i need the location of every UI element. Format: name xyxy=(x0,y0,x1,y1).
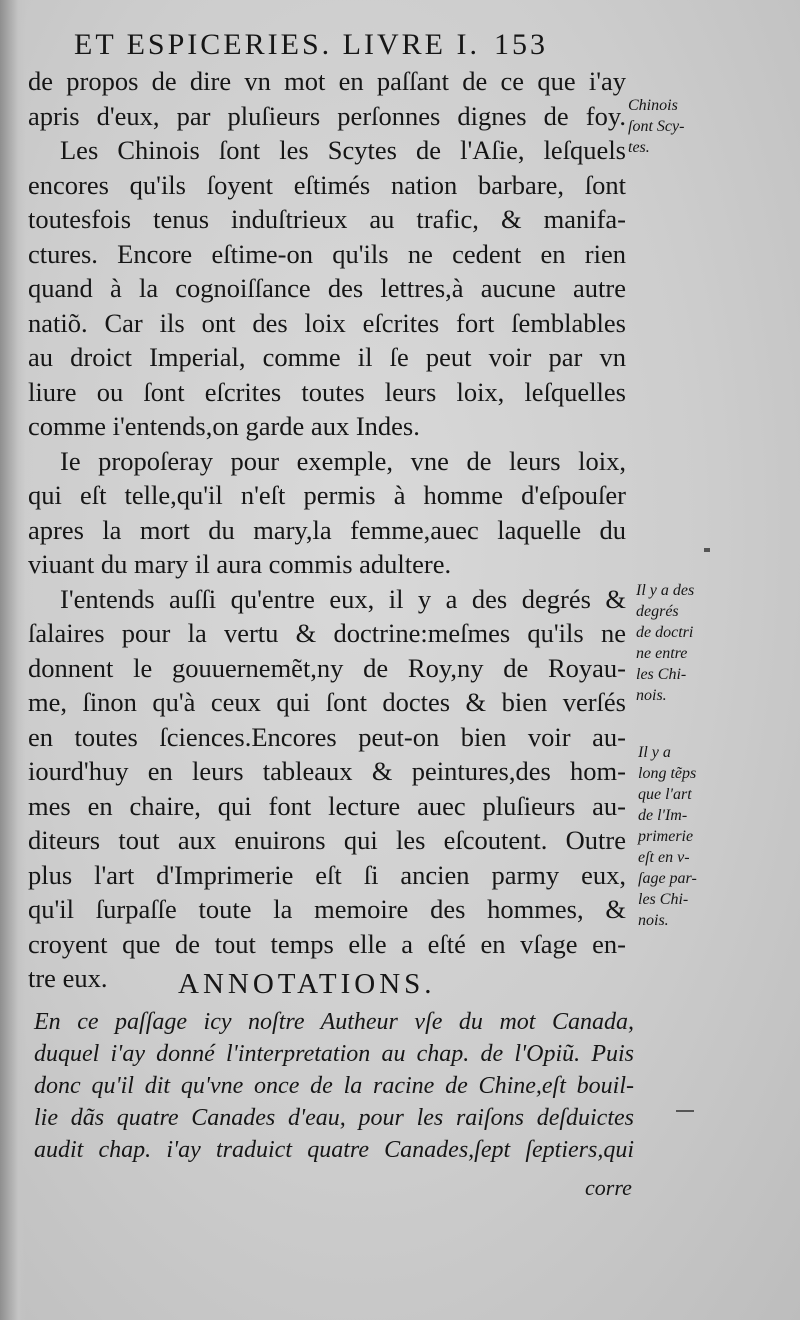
margin-note-line: que l'art xyxy=(638,786,692,803)
annotation-line: donc qu'il dit qu'vne once de la racine de Chine,eſt bouil- xyxy=(34,1073,634,1099)
margin-note-line: primerie xyxy=(638,828,694,845)
annotation-line: duquel i'ay donné l'interpretation au chap. de l'Opiũ. Puis xyxy=(34,1041,634,1067)
text-line: Ie propoſeray pour exemple, vne de leurs loix, xyxy=(60,445,626,476)
page-number: 153 xyxy=(493,28,548,61)
margin-note-imprimerie xyxy=(638,742,697,931)
annotation-line: lie dãs quatre Canades d'eau, pour les raiſons deſduictes xyxy=(34,1105,634,1131)
text-line: apris d'eux, par pluſieurs perſonnes dignes de foy. xyxy=(28,100,626,131)
margin-note-line: Il y a xyxy=(638,744,671,761)
margin-note-line: long tẽps xyxy=(638,765,697,782)
text-line: iourd'huy en leurs tableaux & peintures,des hom- xyxy=(28,756,626,786)
ink-mark xyxy=(704,548,710,552)
text-line: de propos de dire vn mot en paſſant de ce que i'ay xyxy=(28,66,626,96)
text-line: qu'il ſurpaſſe toute la memoire des hommes, & xyxy=(28,894,626,924)
margin-note-line: nois. xyxy=(636,687,667,704)
text-line: me, ſinon qu'à ceux qui ſont doctes & bien verſés xyxy=(28,687,626,717)
margin-note-degres-doctrine xyxy=(636,580,694,706)
annotations-text xyxy=(34,1006,634,1166)
text-line: ctures. Encore eſtime-on qu'ils ne cedent en rien xyxy=(28,238,626,269)
margin-note-line: ſont Scy- xyxy=(628,118,685,135)
annotation-line: En ce paſſage icy noſtre Autheur vſe du mot Canada, xyxy=(34,1009,634,1035)
text-line: donnent le gouuernemẽt,ny de Roy,ny de Royau- xyxy=(28,652,626,683)
text-line: tre eux. xyxy=(28,963,108,993)
margin-note-line: tes. xyxy=(628,139,650,156)
text-line: natiõ. Car ils ont des loix eſcrites fort ſemblables xyxy=(28,307,626,338)
margin-note-line: Il y a des xyxy=(636,582,695,599)
margin-note-line: les Chi- xyxy=(638,891,689,908)
text-line: croyent que de tout temps elle a eſté en vſage en- xyxy=(28,928,626,959)
text-line: I'entends auſſi qu'entre eux, il y a des degrés & xyxy=(60,583,626,614)
text-line: liure ou ſont eſcrites toutes leurs loix, leſquelles xyxy=(28,376,626,407)
main-text xyxy=(28,64,626,996)
page-gutter-shadow xyxy=(0,0,26,1320)
margin-note-line: de doctri xyxy=(636,624,694,641)
margin-note-chinois-scytes xyxy=(628,95,684,158)
text-line: qui eſt telle,qu'il n'eſt permis à homme d'eſpouſer xyxy=(28,480,626,510)
text-line: quand à la cognoiſſance des lettres,à aucune autre xyxy=(28,273,626,303)
running-header xyxy=(74,28,548,62)
text-line: comme i'entends,on garde aux Indes. xyxy=(28,411,420,441)
text-line: Les Chinois ſont les Scytes de l'Aſie, leſquels xyxy=(60,135,626,165)
text-line: toutesfois tenus induſtrieux au trafic, & manifa- xyxy=(28,204,626,234)
margin-note-line: Chinois xyxy=(628,97,678,114)
margin-note-line: de l'Im- xyxy=(638,807,688,824)
catchword: corre xyxy=(585,1175,632,1200)
text-line: mes en chaire, qui font lecture auec pluſieurs au- xyxy=(28,790,626,821)
running-title: ET ESPICERIES. LIVRE I. xyxy=(74,28,480,61)
margin-note-line: ſage par- xyxy=(638,870,697,887)
margin-note-line: ne entre xyxy=(636,645,688,662)
text-line: plus l'art d'Imprimerie eſt ſi ancien parmy eux, xyxy=(28,859,626,890)
text-line: encores qu'ils ſoyent eſtimés nation barbare, ſont xyxy=(28,169,626,200)
margin-note-line: eſt en v- xyxy=(638,849,690,866)
text-line: ſalaires pour la vertu & doctrine:meſmes qu'ils ne xyxy=(28,618,626,648)
margin-note-line: les Chi- xyxy=(636,666,687,683)
annotation-line: audit chap. i'ay traduict quatre Canades,ſept ſeptiers,qui xyxy=(34,1137,634,1163)
text-line: au droict Imperial, comme il ſe peut voir par vn xyxy=(28,342,626,372)
text-line: apres la mort du mary,la femme,auec laquelle du xyxy=(28,514,626,545)
text-line: diteurs tout aux enuirons qui les eſcoutent. Outre xyxy=(28,825,626,855)
text-line: viuant du mary il aura commis adultere. xyxy=(28,549,452,579)
ink-mark xyxy=(676,1110,694,1112)
margin-note-line: nois. xyxy=(638,912,669,929)
margin-note-line: degrés xyxy=(636,603,679,620)
annotations-heading: ANNOTATIONS. xyxy=(178,968,436,1000)
text-line: en toutes ſciences.Encores peut-on bien voir au- xyxy=(28,721,626,752)
